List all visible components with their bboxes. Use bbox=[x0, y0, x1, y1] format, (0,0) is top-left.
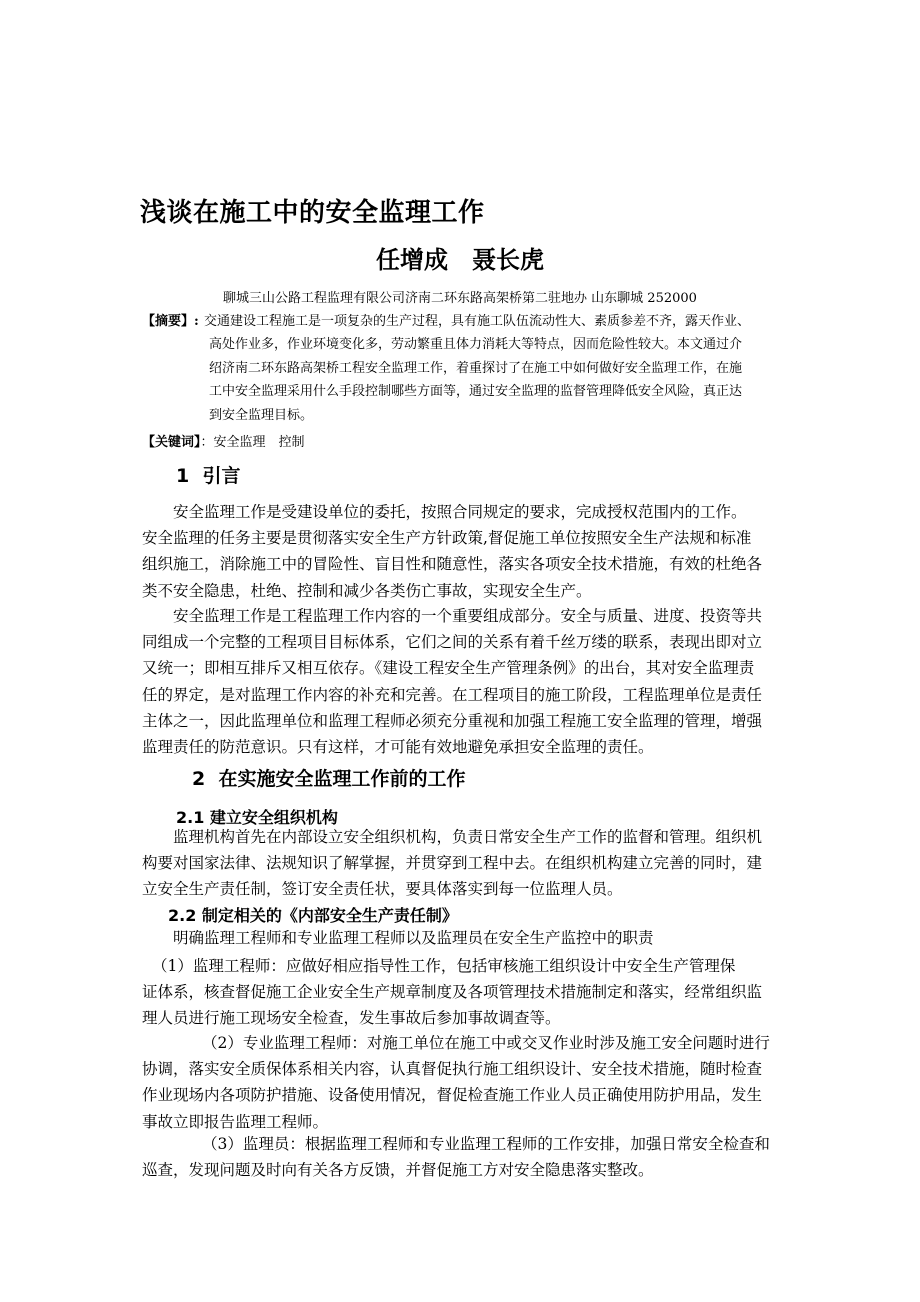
text-line: 监理责任的防范意识。只有这样，才可能有效地避免承担安全监理的责任。 bbox=[142, 737, 654, 756]
abstract-line: 工中安全监理采用什么手段控制哪些方面等，通过安全监理的监督管理降低安全风险，真正达 bbox=[209, 384, 743, 399]
duty-item-2 bbox=[142, 1030, 782, 1135]
abstract-line: 交通建设工程施工是一项复杂的生产过程，具有施工队伍流动性大、素质参差不齐，露天作业、 bbox=[204, 314, 751, 329]
text-line: 安全监理工作是工程监理工作内容的一个重要组成部分。安全与质量、进度、投资等共 bbox=[173, 607, 763, 625]
section-1-paragraph-1 bbox=[142, 499, 782, 604]
text-line: 又统一；即相互排斥又相互依存。《建设工程安全生产管理条例》的出台，其对安全监理责 bbox=[142, 659, 755, 678]
text-line: 证体系，核查督促施工企业安全生产规章制度及各项管理技术措施制定和落实，经常组织监 bbox=[142, 983, 763, 1002]
text-line: 组织施工，消除施工中的冒险性、盲目性和随意性，落实各项安全技术措施，有效的杜绝各 bbox=[142, 555, 763, 574]
text-line: 构要对国家法律、法规知识了解掌握，并贯穿到工程中去。在组织机构建立完善的同时，建 bbox=[142, 854, 763, 873]
text-line: 安全监理工作是受建设单位的委托，按照合同规定的要求，完成授权范围内的工作。 bbox=[173, 503, 747, 521]
section-2-heading: 2 在实施安全监理工作前的工作 bbox=[192, 768, 466, 790]
abstract-line: 到安全监理目标。 bbox=[209, 407, 314, 423]
text-line: 任的界定，是对监理工作内容的补充和完善。在工程项目的施工阶段，工程监理单位是责任 bbox=[142, 685, 763, 704]
keywords-text: ：安全监理 控制 bbox=[200, 435, 305, 450]
text-line: 事故立即报告监理工程师。 bbox=[142, 1112, 329, 1131]
abstract-first-line bbox=[204, 310, 784, 333]
duty-item-3 bbox=[142, 1131, 782, 1183]
abstract-line: 高处作业多，作业环境变化多，劳动繁重且体力消耗大等特点，因而危险性较大。本文通过介 bbox=[209, 337, 743, 352]
text-line: 理人员进行施工现场安全检查，发生事故后参加事故调查等。 bbox=[142, 1009, 561, 1028]
text-line: 类不安全隐患，杜绝、控制和减少各类伤亡事故，实现安全生产。 bbox=[142, 581, 592, 600]
text-line: 安全监理的任务主要是贯彻落实安全生产方针政策,督促施工单位按照安全生产法规和标准 bbox=[142, 529, 752, 548]
subsection-2-2-heading: 2.2 制定相关的《内部安全生产责任制》 bbox=[168, 906, 458, 925]
text-line: 巡查，发现问题及时向有关各方反馈，并督促施工方对安全隐患落实整改。 bbox=[142, 1161, 654, 1180]
text-line: 作业现场内各项防护措施、设备使用情况，督促检查施工作业人员正确使用防护用品，发生 bbox=[142, 1086, 763, 1105]
section-1-paragraph-2 bbox=[142, 603, 782, 760]
subsection-2-1-heading: 2.1 建立安全组织机构 bbox=[176, 808, 338, 827]
text-line: （2）专业监理工程师：对施工单位在施工中或交叉作业时涉及施工安全问题时进行 bbox=[202, 1034, 770, 1052]
text-line: （1）监理工程师：应做好相应指导性工作，包括审核施工组织设计中安全生产管理保 bbox=[152, 957, 736, 975]
authors: 任增成 聂长虎 bbox=[376, 245, 544, 274]
keywords bbox=[142, 431, 305, 450]
text-line: （3）监理员：根据监理工程师和专业监理工程师的工作安排，加强日常安全检查和 bbox=[202, 1135, 770, 1153]
subsection-2-2-intro bbox=[142, 925, 782, 951]
abstract-body bbox=[209, 333, 784, 427]
text-line: 明确监理工程师和专业监理工程师以及监理员在安全生产监控中的职责 bbox=[173, 929, 654, 947]
text-line: 协调，落实安全质保体系相关内容，认真督促执行施工组织设计、安全技术措施，随时检查 bbox=[142, 1060, 763, 1079]
document-title: 浅谈在施工中的安全监理工作 bbox=[140, 198, 485, 228]
text-line: 主体之一，因此监理单位和监理工程师必须充分重视和加强工程施工安全监理的管理，增强 bbox=[142, 711, 763, 730]
abstract-label: 【摘要】: bbox=[142, 314, 199, 329]
keywords-label: 【关键词】 bbox=[142, 435, 201, 450]
affiliation: 聊城三山公路工程监理有限公司济南二环东路高架桥第二驻地办 山东聊城 252000 bbox=[223, 291, 697, 306]
subsection-2-1-body bbox=[142, 824, 782, 903]
abstract-line: 绍济南二环东路高架桥工程安全监理工作，着重探讨了在施工中如何做好安全监理工作，在施 bbox=[209, 360, 743, 376]
duty-item-1 bbox=[142, 953, 782, 1032]
text-line: 同组成一个完整的工程项目目标体系，它们之间的关系有着千丝万缕的联系，表现出即对立 bbox=[142, 633, 763, 652]
text-line: 监理机构首先在内部设立安全组织机构，负责日常安全生产工作的监督和管理。组织机 bbox=[173, 828, 763, 846]
text-line: 立安全生产责任制，签订安全责任状，要具体落实到每一位监理人员。 bbox=[142, 880, 623, 899]
section-1-heading: 1 引言 bbox=[176, 465, 241, 487]
